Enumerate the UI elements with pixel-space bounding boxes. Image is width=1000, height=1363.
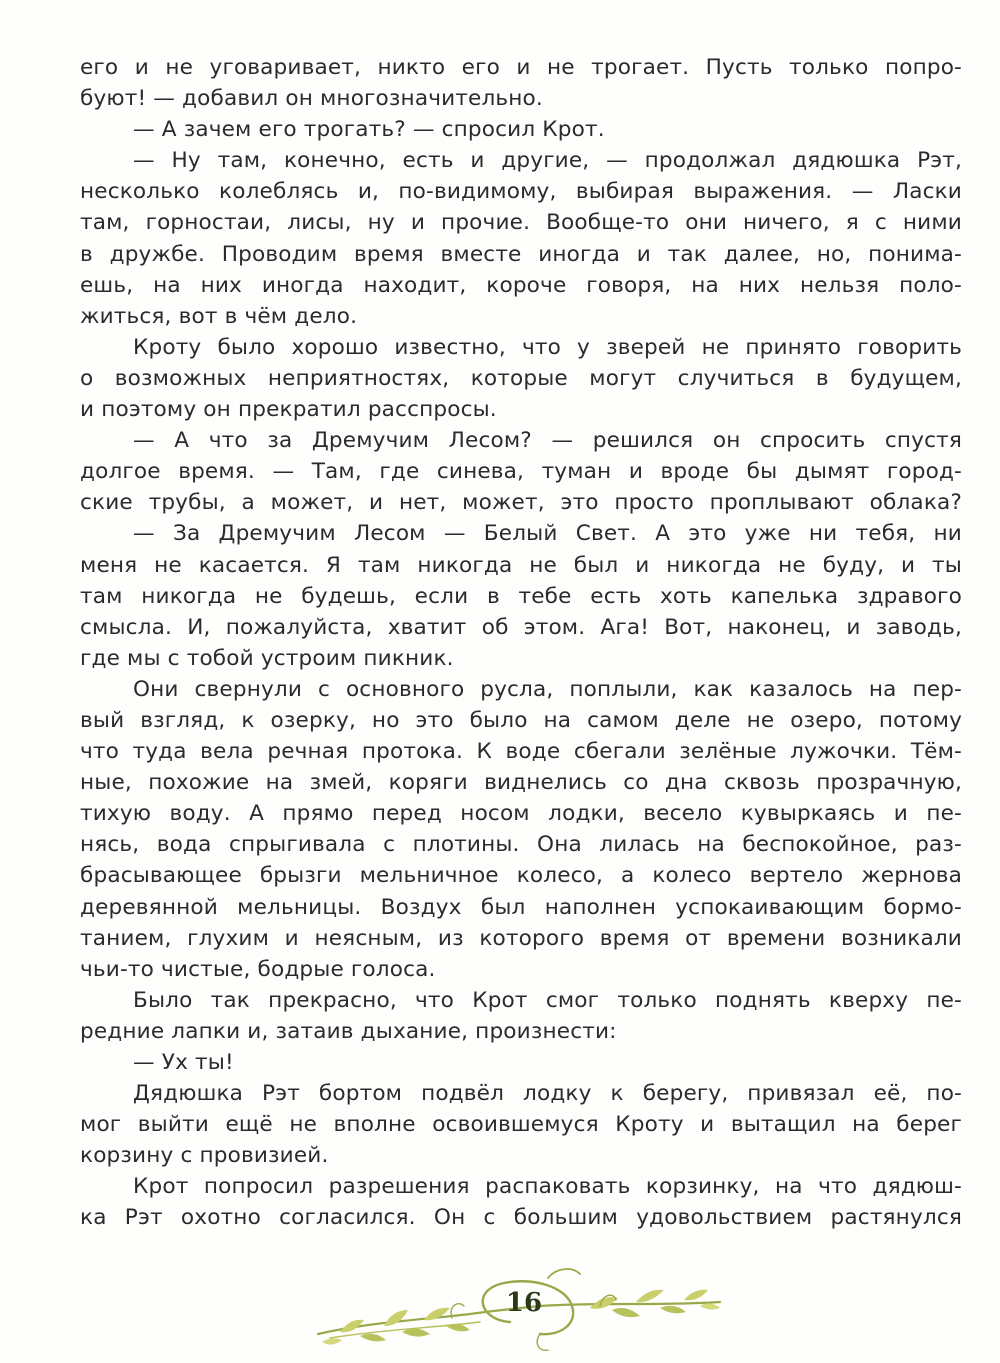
text-line: житься, вот в чём дело. [80,303,358,329]
body-text [80,52,962,1234]
text-line: что туда вела речная протока. К воде сбегали зелёные лужочки. Тём- [80,739,962,765]
text-line: чьи-то чистые, бодрые голоса. [80,956,436,982]
text-line: — А что за Дремучим Лесом? — решился он спросить спустя [133,428,962,454]
text-line: в дружбе. Проводим время вместе иногда и так далее, но, понима- [80,241,962,267]
text-line: брасывающее брызги мельничное колесо, а колесо вертело жернова [80,863,962,889]
text-line: Крот попросил разрешения распаковать корзинку, на что дядюш- [133,1174,962,1200]
text-line: смысла. И, пожалуйста, хватит об этом. Ага! Вот, наконец, и заводь, [80,614,962,640]
text-line: тихую воду. А прямо перед носом лодки, весело кувыркаясь и пе- [80,801,962,827]
text-line: ские трубы, а может, и нет, может, это просто проплывают облака? [80,490,962,516]
text-line: Дядюшка Рэт бортом подвёл лодку к берегу, привязал её, по- [133,1081,962,1107]
text-line: несколько колеблясь и, по-видимому, выбирая выражения. — Ласки [80,179,962,205]
text-line: — А зачем его трогать? — спросил Крот. [133,117,605,143]
text-line: долгое время. — Там, где синева, туман и вроде бы дымят город- [80,459,962,485]
text-line: ные, похожие на змей, коряги виднелись со дна сквозь прозрачную, [80,770,962,796]
text-line: и поэтому он прекратил расспросы. [80,397,497,423]
page-number: 16 [505,1288,543,1318]
text-line: нясь, вода спрыгивала с плотины. Она лилась на беспокойное, раз- [80,832,962,858]
text-line: Кроту было хорошо известно, что у зверей не принято говорить [133,334,962,360]
text-line: Было так прекрасно, что Крот смог только поднять кверху пе- [133,987,962,1013]
text-line: корзину с провизией. [80,1143,329,1169]
text-line: о возможных неприятностях, которые могут случиться в будущем, [80,365,962,391]
text-line: меня не касается. Я там никогда не был и никогда не буду, и ты [80,552,962,578]
text-line: его и не уговаривает, никто его и не трогает. Пусть только попро- [80,55,962,80]
text-line: вый взгляд, к озерку, но это было на самом деле не озеро, потому [80,707,962,733]
text-line: танием, глухим и неясным, из которого время от времени возникали [80,925,962,951]
text-line: — Ну там, конечно, есть и другие, — продолжал дядюшка Рэт, [133,148,962,174]
text-line: там, горностаи, лисы, ну и прочие. Вообще-то они ничего, я с ними [80,210,962,236]
text-line: Они свернули с основного русла, поплыли, как казалось на пер- [133,676,962,702]
text-line: редние лапки и, затаив дыхание, произнести: [80,1018,617,1044]
text-line: где мы с тобой устроим пикник. [80,645,454,671]
text-line: ешь, на них иногда находит, короче говоря, на них нельзя поло- [80,272,962,298]
text-line: там никогда не будешь, если в тебе есть хоть капелька здравого [80,583,962,609]
text-line: буют! — добавил он многозначительно. [80,86,543,112]
text-line: деревянной мельницы. Воздух был наполнен успокаивающим бормо- [80,894,962,920]
text-line: — За Дремучим Лесом — Белый Свет. А это уже ни тебя, ни [133,521,962,547]
text-line: мог выйти ещё не вполне освоившемуся Кроту и вытащил на берег [80,1112,962,1138]
text-line: — Ух ты! [133,1050,234,1075]
text-line: ка Рэт охотно согласился. Он с большим удовольствием растянулся [80,1205,962,1231]
